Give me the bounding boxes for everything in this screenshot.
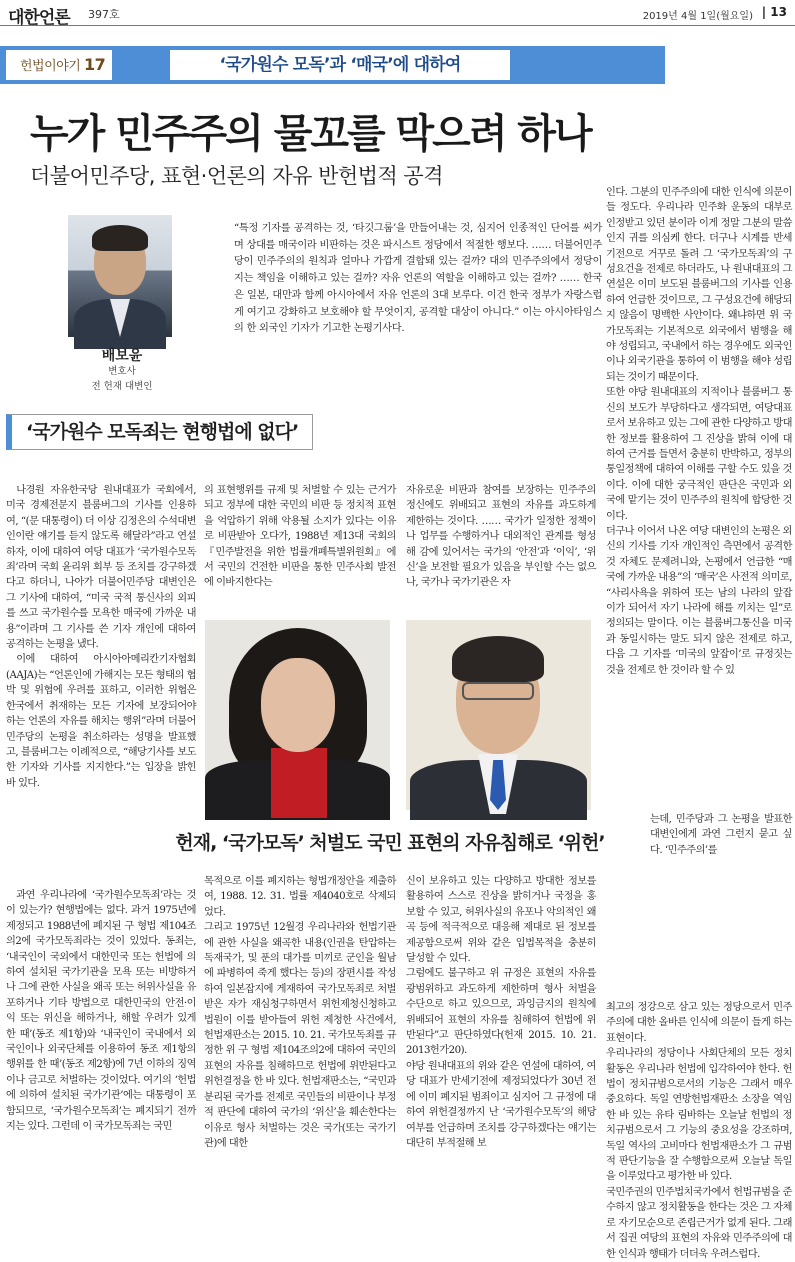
column-3-bottom <box>406 874 596 1196</box>
column-2-bottom <box>204 874 396 1196</box>
paragraph: 나경원 자유한국당 원내대표가 국회에서, 미국 경제전문지 블룸버그의 기사를 인용하여, “(문 대통령이) 더 이상 김정은의 수석대변인이란 얘기를 듣지 않도록 해달라”라고 연설하자, 이에 대하여 여당 대표가 ‘국가원수모독죄’라며 국회 윤리위 회부 등 조치를 강구하겠다고 하더니, 나아가 더불어민주당 대변인은 그 기사에 대하여, “미국 국적 통신사의 외피를 쓰고 국가원수를 모욕한 매국에 가까운 내용”이라며 그 기사를 쓴 기자 개인에 대하여 공격하는 논평을 냈다. <box>6 485 196 651</box>
column-3-top <box>406 483 596 613</box>
subheadline: 더불어민주당, 표현·언론의 자유 반헌법적 공격 <box>30 164 443 188</box>
paragraph: 자유로운 비판과 참여를 보장하는 민주주의 정신에도 위배되고 표현의 자유를 과도하게 제한하는 것이다. …… 국가가 일정한 정책이나 업무를 수행하거나 대외적인 관계를 형성해 감에 있어서는 국가의 ‘안전’과 ‘이익’, ‘위신’을 보전할 필요가 있음을 부인할 수는 없으나, 국가나 국가기관은 자 <box>406 485 596 589</box>
paragraph: 는데, 민주당과 그 논평을 발표한 대변인에게 과연 그런지 묻고 싶다. ‘민주주의’를 <box>650 814 792 856</box>
series-number: 17 <box>83 55 106 74</box>
photo-man-glasses <box>462 682 534 700</box>
photo-man-hair <box>452 636 544 682</box>
series-label-text: 헌법이야기 <box>20 59 81 74</box>
page-number: | 13 <box>761 5 787 19</box>
section-heading-1: ‘국가원수 모독죄는 현행법에 없다’ <box>6 414 313 450</box>
section-heading-2: 헌재, ‘국가모독’ 처벌도 국민 표현의 자유침해로 ‘위헌’ <box>130 822 650 864</box>
author-photo <box>68 215 172 337</box>
page-header <box>0 0 795 26</box>
column-4-bottom <box>606 1000 792 1260</box>
paragraph: 이에 대하여 아시아아메리칸기자협회(AAJA)는 “언론인에 가해지는 모든 형태의 협박 및 위협에 우려를 표하고, 이러한 위협은 한국에서 취재하는 모든 기자에 보장되어야 하는 언론의 자유를 해치는 행위”라며 더불어민주당의 논평을 취소하라는 성명을 발표했고, 블룸버그는 이례적으로, “해당기사를 보도한 기자와 기사를 지지한다.”는 입장을 밝힌 바 있다. <box>6 654 196 789</box>
paper-logo: 대한언론 <box>8 8 70 28</box>
paragraph: 목적으로 이를 폐지하는 형법개정안을 제출하여, 1988. 12. 31. 법률 제4040호로 삭제되었다. 그리고 1975년 12월경 우리나라와 헌법기관에 관한 사실을 왜곡한 내용(인권을 탄압하는 독재국가, 및 푼의 대가를 미끼로 군인을 월남에 파병하여 죽게 했다는 등)의 장편시를 작성하여 일본잡지에 게재하여 국가모독죄로 처벌받은 자가 재심청구하면서 위헌제청신청하고 법원이 이를 받아들여 위헌 제청한 사건에서, 헌법재판소는 2015. 10. 21. 국가모독죄를 규정한 위 구 형법 제104조의2에 대하여 국민의 표현의 자유를 침해하므로 헌법에 위반된다고 위헌결정을 한 바 있다. 헌법재판소는, “국민과 분리된 국가를 전제로 국민들의 비판이나 부정적 판단에 대하여 국가의 ‘위신’을 훼손한다는 이유로 형사 처벌하는 것은 국가(또는 국가기관)에 대한 <box>204 876 397 1149</box>
publication-date: 2019년 4월 1일(월요일) <box>642 11 753 22</box>
column-4-wrap <box>650 812 792 872</box>
author-photo-hair <box>92 225 148 251</box>
column-2-top <box>204 483 396 613</box>
column-4 <box>606 185 792 997</box>
photo-woman-sweater <box>271 748 327 818</box>
series-label <box>6 50 112 80</box>
paragraph: 최고의 정강으로 삼고 있는 정당으로서 민주주의에 대한 올바른 인식에 의문이 들게 하는 표현이다. 우리나라의 정당이나 사회단체의 모든 정치활동은 우리나라 헌법에 입각하여야 한다. 헌법이 정치규범으로서의 기능은 그래서 매우 중요하다. 독일 연방헌법재판소 소장을 역임한 바 있는 유타 림바하는 오늘날 헌법의 정치규범으로서 그 기능의 중요성을 강조하며, 독일 역사의 고비마다 헌법재판소가 그 규범적 판단기능을 잘 수행함으로써 오늘날 독일을 이루었다고 평가한 바 있다. 국민주권의 민주법치국가에서 헌법규범을 준수하지 않고 정치활동을 한다는 것은 그 자체로 자기모순으로 존립근거가 없게 된다. 그래서 집권 여당의 표현의 자유와 민주주의에 대한 인식과 행태가 더더욱 우려스럽다. <box>606 1002 792 1260</box>
paragraph: 과연 우리나라에 ‘국가원수모독죄’라는 것이 있는가? 현행법에는 없다. 과거 1975년에 제정되고 1988년에 폐지된 구 형법 제104조의2에 국가모독죄라는 것이 있었다. 동죄는, ‘내국인이 국외에서 대한민국 또는 헌법에 의하여 설치된 국가기관을 모욕 또는 비방하거나 그에 관한 사실을 왜곡 또는 허위사실을 유포하거나 기타 방법으로 대한민국의 안전·이익 또는 위신을 해하거나, 해할 우려가 있게 한 때’(동조 제1항)와 ‘내국인이 국내에서 외국인이나 외국단체를 이용하여 동조 제1항의 행위를 한 때’(동조 제2항)에 7년 이하의 징역이나 금고로 처벌하는 것이었다. 여기의 ‘헌법에 의하여 설치된 국가기관’에는 대통령이 포함되므로, ‘국가원수모독죄’는 폐지되기 전까지는 있다. 그런데 이 국가모독죄는 국민 <box>6 890 196 1133</box>
paragraph: 신이 보유하고 있는 다양하고 방대한 정보를 활용하여 스스로 진상을 밝히거나 국정을 홍보할 수 있고, 허위사실의 유포나 악의적인 왜곡 등에 적극적으로 대응해 제대로 된 정보를 제공함으로써 위와 같은 입법목적을 충분히 달성할 수 있다. 그럼에도 불구하고 위 규정은 표현의 자유를 광범위하고 과도하게 제한하며 형사 처벌을 수단으로 하고 있으므로, 과잉금지의 원칙에 위배되어 표현의 자유를 침해하여 헌법에 위반된다”고 판단하였다(헌재 2015. 10. 21. 2013헌가20). 야당 원내대표의 위와 같은 연설에 대하여, 여당 대표가 반세기전에 제정되었다가 30년 전에 이미 폐지된 범죄이고 심지어 그 규정에 대하여 위헌결정까지 난 ‘국가원수모독’의 해당여부를 언급하며 조치를 강구하겠다는 얘기는 대단히 부적절해 보 <box>406 876 596 1149</box>
column-1-bottom <box>6 888 196 1196</box>
author-role <box>72 364 172 394</box>
author-role-1: 변호사 <box>108 366 136 377</box>
author-role-2: 전 헌재 대변인 <box>91 381 153 392</box>
paragraph: 의 표현행위를 규제 및 처벌할 수 있는 근거가 되고 정부에 대한 국민의 비판 등 정치적 표현을 억압하기 위해 악용될 소지가 있다는 이유로 비판받아 오다가, 1988년 제13대 국회의 『민주발전을 위한 법률개폐특별위원회』에서 국민의 건전한 비판을 통한 민주사회 발전에 이바지한다는 <box>204 485 396 589</box>
photo-woman-face <box>261 658 335 752</box>
photo-man <box>406 620 591 810</box>
series-title: ‘국가원수 모독’과 ‘매국’에 대하여 <box>170 50 510 80</box>
paragraph: 인다. 그분의 민주주의에 대한 인식에 의문이 들 정도다. 우리나라 민주화 운동의 대부로 인정받고 있던 분이라 이게 정말 그분의 말씀인지 귀를 의심케 한다. 더구나 시계를 반세기전으로 거꾸로 돌려 그 ‘국가모독죄’의 구성요건을 전제로 하더라도, 나 원내대표의 그 연설은 이미 보도된 블룸버그의 기사를 인용하여 언급한 것이므로, 그 구성요건에 해당되지 않음이 명백한 사안이다. 왜냐하면 위 국가모독죄는 기본적으로 외국에서 범행을 해야 성립되고, 국내에서 하는 경우에도 외국인이나 외국기관을 통하여 이 범행을 해야 성립되는 것이기 때문이다. 또한 야당 원내대표의 지적이나 블룸버그 통신의 보도가 부당하다고 생각되면, 여당대표로서 보유하고 있는 그에 관한 다양하고 방대한 정보를 활용하여 그 진상을 밝혀 이에 대하여 근거를 들면서 충분히 반박하고, 정부의 통일정책에 대하여 이해를 구할 수도 있을 것이다. 이에 대한 궁극적인 판단은 국민과 외국에 맡기는 것이 민주주의 원칙에 합당한 것이다. 더구나 이어서 나온 여당 대변인의 논평은 외신의 기사를 기자 개인적인 측면에서 공격한 것 자체도 문제려니와, 논평에서 언급한 “매국에 가까운 내용”의 ‘매국’은 사전적 의미로, “사리사욕을 위하여 또는 남의 나라의 앞잡이가 되어서 자기 나라에 해를 끼치는 일”로 정의되는 말이다. 이는 블룸버그통신을 미국과 동일시하는 말도 되지 않은 전제로 하고, 다음 그 기자를 ‘미국의 앞잡이’로 규정짓는 것을 전제로 한 것이라 할 수 있 <box>606 187 792 676</box>
author-name: 배보윤 <box>101 348 143 364</box>
headline: 누가 민주주의 물꼬를 막으려 하나 <box>30 111 591 157</box>
issue-number: 397호 <box>88 8 120 21</box>
intro-quote: “특정 기자를 공격하는 것, ‘타깃그룹’을 만들어내는 것, 심지어 인종적인 단어를 써가며 상대를 매국이라 비판하는 것은 파시스트 정당에서 적절한 행보다. …… 더불어민주당이 민주주의의 원칙과 얼마나 가깝게 결합돼 있는 걸까? 대의 민주주의에서 정당이 지는 책임을 이해하고 있는 걸까? 자유 언론의 역할을 이해하고 있는 걸까? …… 한국은 일본, 대만과 함께 아시아에서 자유 언론의 3대 보루다. 이건 한국 정부가 자랑스럽게 여기고 강화하고 보호해야 할 무엇이지, 공격할 대상이 아니다.” 이는 아시아타임스의 한 외국인 기자가 기고한 논평기사다. <box>234 223 602 335</box>
page-number-value: 13 <box>770 5 787 19</box>
photo-woman <box>205 620 390 810</box>
